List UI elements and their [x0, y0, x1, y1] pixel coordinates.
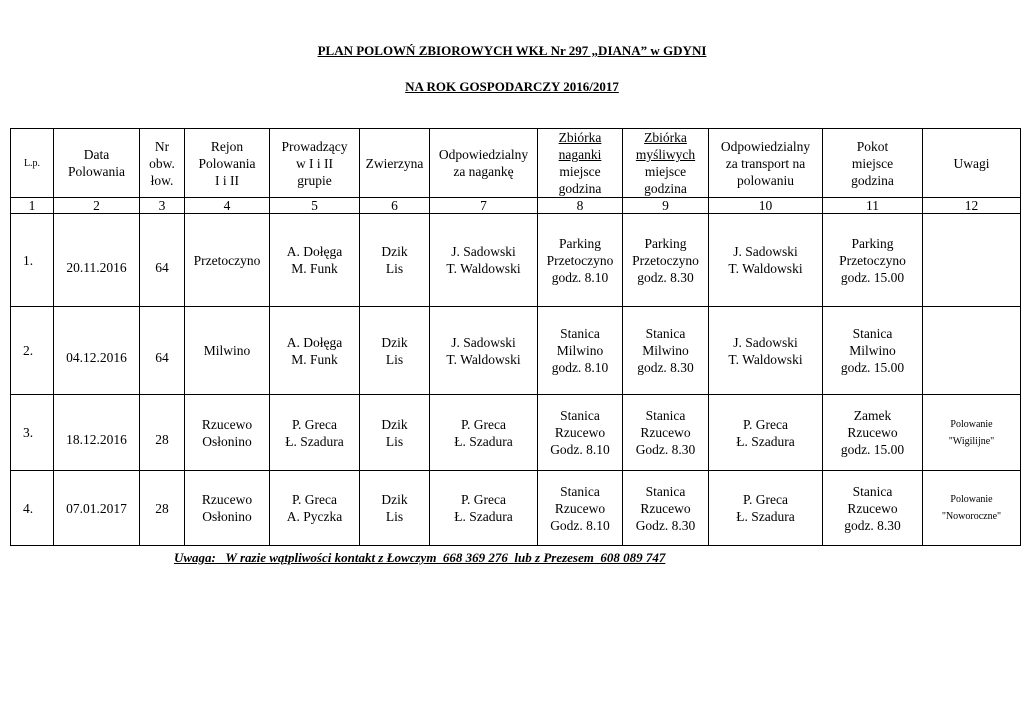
column-number: 10 — [709, 198, 823, 214]
row-notes: Polowanie "Noworoczne" — [923, 471, 1021, 546]
column-number: 12 — [923, 198, 1021, 214]
row-district: 28 — [140, 395, 185, 471]
header-odpowiedzialny: Odpowiedzialny za nagankę — [430, 129, 538, 198]
column-number: 5 — [270, 198, 360, 214]
header-zbiorka-naganki: Zbiórka naganki miejsce godzina — [538, 129, 623, 198]
column-number: 4 — [185, 198, 270, 214]
column-number: 7 — [430, 198, 538, 214]
row-district: 64 — [140, 214, 185, 307]
row-game: Dzik Lis — [360, 307, 430, 395]
row-date: 04.12.2016 — [54, 307, 140, 395]
row-date: 20.11.2016 — [54, 214, 140, 307]
row-region: Przetoczyno — [185, 214, 270, 307]
document-title: PLAN POLOWŃ ZBIOROWYCH WKŁ Nr 297 „DIANA” w GDYNI — [317, 43, 707, 58]
row-lp: 3. — [11, 395, 54, 471]
row-notes: Polowanie "Wigilijne" — [923, 395, 1021, 471]
row-pokot: Parking Przetoczyno godz. 15.00 — [823, 214, 923, 307]
row-beaters-responsible: J. Sadowski T. Waldowski — [430, 307, 538, 395]
row-hunters-meeting: Stanica Rzucewo Godz. 8.30 — [623, 395, 709, 471]
row-district: 28 — [140, 471, 185, 546]
row-game: Dzik Lis — [360, 214, 430, 307]
row-beaters-meeting: Stanica Rzucewo Godz. 8.10 — [538, 395, 623, 471]
contact-note: Uwaga: W razie wątpliwości kontakt z Łowczym 668 369 276 lub z Prezesem 608 089 747 — [174, 550, 666, 565]
table-row — [11, 471, 1021, 546]
row-leaders: A. Dołęga M. Funk — [270, 307, 360, 395]
hunt-plan-table — [10, 128, 1021, 546]
header-lp: L.p. — [11, 129, 54, 198]
table-row — [11, 307, 1021, 395]
table-row — [11, 395, 1021, 471]
header-zwierzyna: Zwierzyna — [360, 129, 430, 198]
row-beaters-meeting: Parking Przetoczyno godz. 8.10 — [538, 214, 623, 307]
column-number: 8 — [538, 198, 623, 214]
row-beaters-meeting: Stanica Rzucewo Godz. 8.10 — [538, 471, 623, 546]
column-number: 11 — [823, 198, 923, 214]
table-row — [11, 214, 1021, 307]
row-region: Rzucewo Osłonino — [185, 471, 270, 546]
header-nr: Nr obw. łow. — [140, 129, 185, 198]
row-lp: 1. — [11, 214, 54, 307]
row-lp: 4. — [11, 471, 54, 546]
row-transport-responsible: P. Greca Ł. Szadura — [709, 395, 823, 471]
row-game: Dzik Lis — [360, 471, 430, 546]
column-number: 6 — [360, 198, 430, 214]
header-transport: Odpowiedzialny za transport na polowaniu — [709, 129, 823, 198]
row-transport-responsible: J. Sadowski T. Waldowski — [709, 214, 823, 307]
row-hunters-meeting: Stanica Rzucewo Godz. 8.30 — [623, 471, 709, 546]
row-pokot: Stanica Milwino godz. 15.00 — [823, 307, 923, 395]
row-region: Milwino — [185, 307, 270, 395]
row-beaters-responsible: P. Greca Ł. Szadura — [430, 471, 538, 546]
row-pokot: Stanica Rzucewo godz. 8.30 — [823, 471, 923, 546]
header-uwagi: Uwagi — [923, 129, 1021, 198]
header-data: Data Polowania — [54, 129, 140, 198]
row-notes — [923, 307, 1021, 395]
row-notes — [923, 214, 1021, 307]
row-leaders: A. Dołęga M. Funk — [270, 214, 360, 307]
column-number-row — [11, 198, 1021, 214]
row-hunters-meeting: Stanica Milwino godz. 8.30 — [623, 307, 709, 395]
header-zbiorka-mysliwych: Zbiórka myśliwych miejsce godzina — [623, 129, 709, 198]
row-leaders: P. Greca Ł. Szadura — [270, 395, 360, 471]
row-leaders: P. Greca A. Pyczka — [270, 471, 360, 546]
header-pokot: Pokot miejsce godzina — [823, 129, 923, 198]
header-prowadzacy: Prowadzący w I i II grupie — [270, 129, 360, 198]
row-pokot: Zamek Rzucewo godz. 15.00 — [823, 395, 923, 471]
row-transport-responsible: J. Sadowski T. Waldowski — [709, 307, 823, 395]
row-date: 18.12.2016 — [54, 395, 140, 471]
row-hunters-meeting: Parking Przetoczyno godz. 8.30 — [623, 214, 709, 307]
row-lp: 2. — [11, 307, 54, 395]
row-game: Dzik Lis — [360, 395, 430, 471]
row-beaters-meeting: Stanica Milwino godz. 8.10 — [538, 307, 623, 395]
table-header-row — [11, 129, 1021, 198]
row-date: 07.01.2017 — [54, 471, 140, 546]
document-subtitle: NA ROK GOSPODARCZY 2016/2017 — [405, 79, 619, 94]
column-number: 1 — [11, 198, 54, 214]
row-region: Rzucewo Osłonino — [185, 395, 270, 471]
row-beaters-responsible: J. Sadowski T. Waldowski — [430, 214, 538, 307]
column-number: 2 — [54, 198, 140, 214]
header-rejon: Rejon Polowania I i II — [185, 129, 270, 198]
row-beaters-responsible: P. Greca Ł. Szadura — [430, 395, 538, 471]
row-district: 64 — [140, 307, 185, 395]
column-number: 3 — [140, 198, 185, 214]
column-number: 9 — [623, 198, 709, 214]
row-transport-responsible: P. Greca Ł. Szadura — [709, 471, 823, 546]
